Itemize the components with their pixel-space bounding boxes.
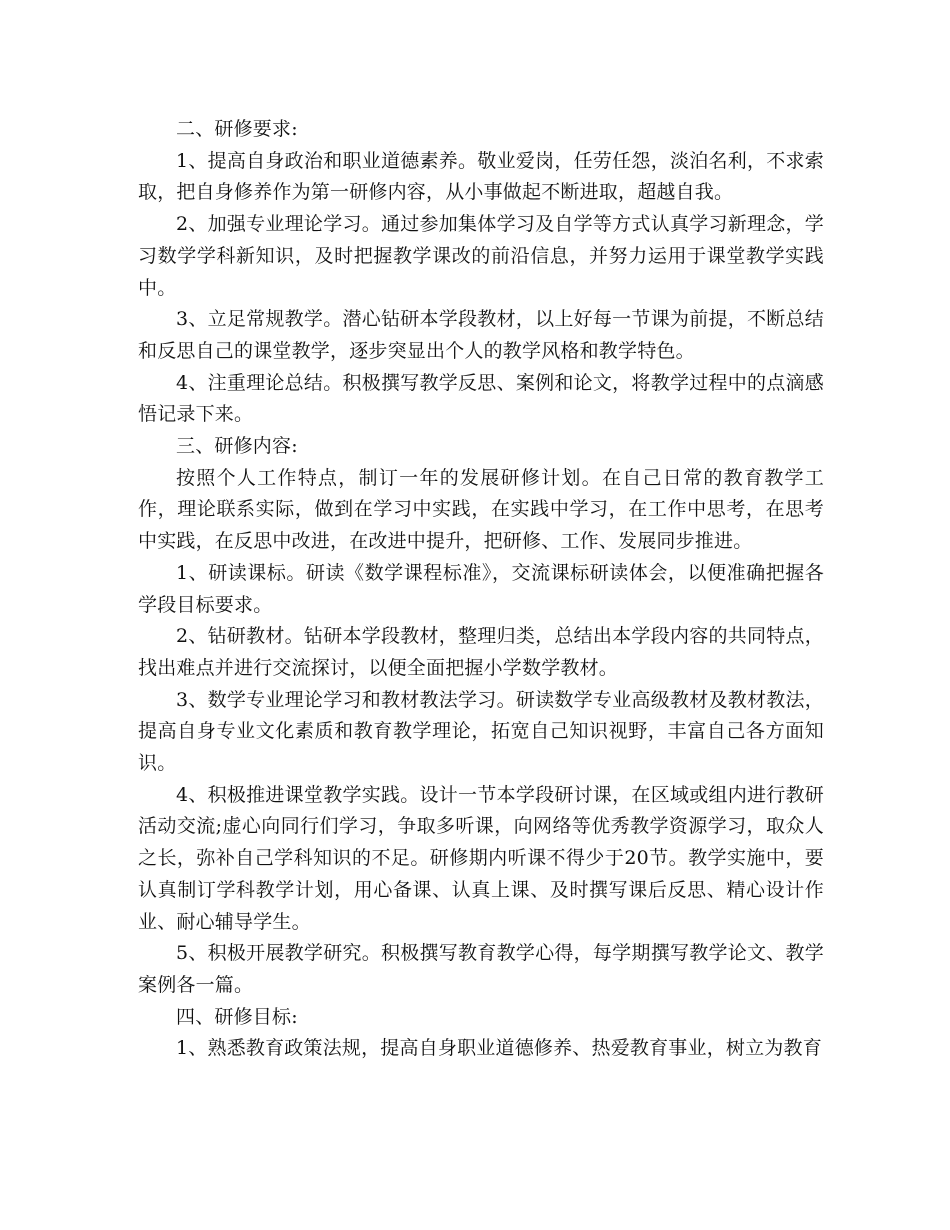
paragraph: 5、积极开展教学研究。积极撰写教育教学心得，每学期撰写教学论文、教学案例各一篇。: [138, 942, 824, 996]
paragraph: 1、研读课标。研读《数学课程标准》，交流课标研读体会，以便准确把握各学段目标要求。: [138, 561, 824, 616]
document-body: [138, 114, 824, 1065]
paragraph: 1、熟悉教育政策法规，提高自身职业道德修养、热爱教育事业，树立为教育: [176, 1037, 822, 1060]
paragraph: 2、钻研教材。钻研本学段教材，整理归类，总结出本学段内容的共同特点，找出难点并进行交流探讨，以便全面把握小学数学教材。: [138, 625, 824, 679]
section-heading-goals: 四、研修目标:: [176, 1005, 298, 1028]
paragraph: 1、提高自身政治和职业道德素养。敬业爱岗，任劳任怨，淡泊名利，不求索取，把自身修养作为第一研修内容，从小事做起不断进取，超越自我。: [138, 149, 824, 204]
paragraph: 3、数学专业理论学习和教材教法学习。研读数学专业高级教材及教材教法，提高自身专业文化素质和教育教学理论，拓宽自己知识视野，丰富自己各方面知识。: [138, 688, 824, 775]
paragraph: 4、注重理论总结。积极撰写教学反思、案例和论文，将教学过程中的点滴感悟记录下来。: [138, 371, 824, 426]
section-heading-requirements: 二、研修要求:: [176, 118, 298, 140]
paragraph: 3、立足常规教学。潜心钻研本学段教材，以上好每一节课为前提，不断总结和反思自己的课堂教学，逐步突显出个人的教学风格和教学特色。: [138, 308, 824, 362]
section-heading-content: 三、研修内容:: [176, 435, 298, 458]
paragraph: 2、加强专业理论学习。通过参加集体学习及自学等方式认真学习新理念，学习数学学科新知识，及时把握教学课改的前沿信息，并努力运用于课堂教学实践中。: [138, 213, 824, 299]
paragraph: 4、积极推进课堂教学实践。设计一节本学段研讨课，在区域或组内进行教研活动交流;虚心向同行们学习，争取多听课，向网络等优秀教学资源学习，取众人之长，弥补自己学科知识的不足。研修期内听课不得少于20节。教学实施中，要认真制订学科教学计划，用心备课、认真上课、及时撰写课后反思、精心设计作业、耐心辅导学生。: [138, 783, 824, 933]
paragraph: 按照个人工作特点，制订一年的发展研修计划。在自己日常的教育教学工作，理论联系实际，做到在学习中实践，在实践中学习，在工作中思考，在思考中实践，在反思中改进，在改进中提升，把研修、工作、发展同步推进。: [138, 466, 824, 553]
